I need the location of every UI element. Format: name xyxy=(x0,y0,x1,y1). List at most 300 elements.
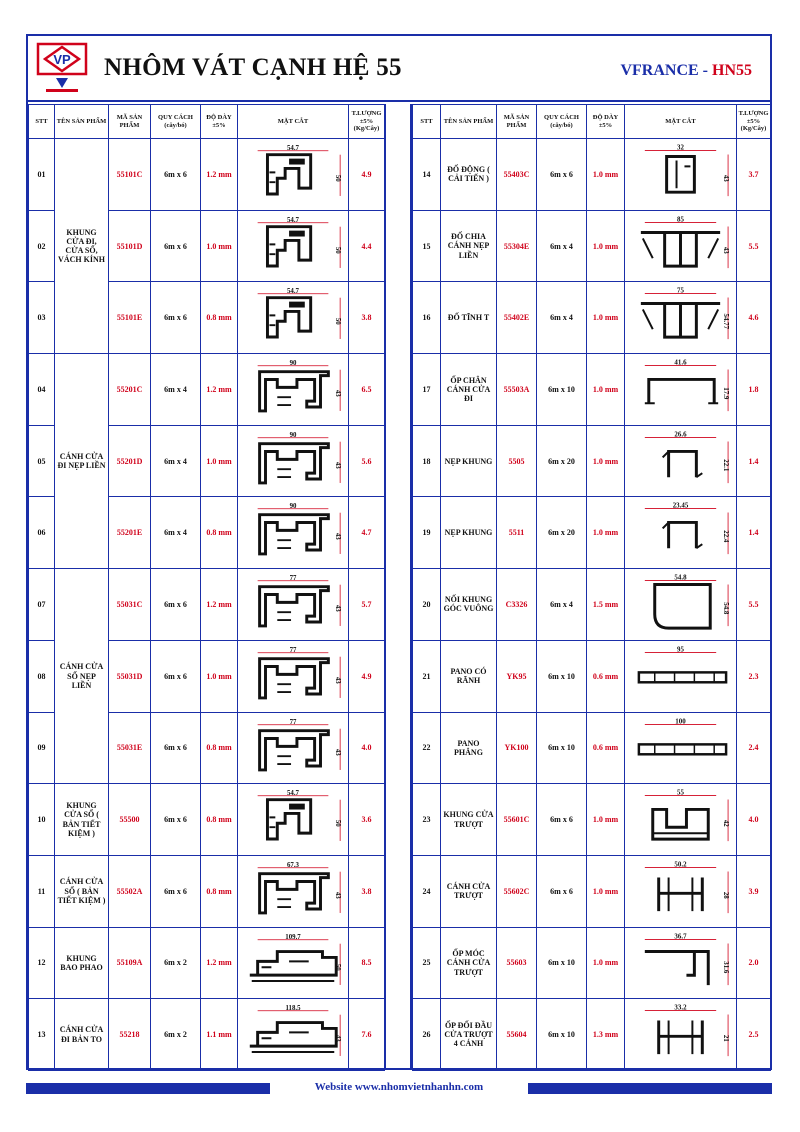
row-thickness: 1.3 mm xyxy=(587,999,625,1071)
row-stt: 20 xyxy=(413,569,441,641)
row-stt: 05 xyxy=(29,425,55,497)
footer xyxy=(26,1080,772,1094)
col-thickness: ĐỘ DÀY ±5% xyxy=(201,105,238,139)
profile-drawing-17 xyxy=(625,354,736,425)
row-sku: YK100 xyxy=(497,712,537,784)
row-spec: 6m x 6 xyxy=(151,784,201,856)
svg-text:85: 85 xyxy=(677,216,684,224)
profile-drawing-08 xyxy=(238,641,348,712)
row-name: KHUNG CỬA ĐI, CỬA SỔ, VÁCH KÍNH xyxy=(55,139,109,354)
svg-text:43: 43 xyxy=(722,246,730,254)
row-weight: 5.6 xyxy=(349,425,385,497)
table-row xyxy=(413,999,771,1071)
row-sku: 55402E xyxy=(497,282,537,354)
row-thickness: 1.5 mm xyxy=(587,569,625,641)
row-profile xyxy=(625,425,737,497)
row-weight: 4.0 xyxy=(737,784,771,856)
svg-text:54.7: 54.7 xyxy=(286,789,300,797)
row-stt: 21 xyxy=(413,640,441,712)
svg-text:55: 55 xyxy=(677,789,684,797)
row-spec: 6m x 10 xyxy=(537,712,587,784)
row-sku: 55031C xyxy=(109,569,151,641)
row-sku: 55031D xyxy=(109,640,151,712)
row-stt: 06 xyxy=(29,497,55,569)
row-weight: 2.5 xyxy=(737,999,771,1071)
row-weight: 3.8 xyxy=(349,282,385,354)
profile-drawing-10 xyxy=(238,784,348,855)
row-weight: 3.6 xyxy=(349,784,385,856)
row-thickness: 1.0 mm xyxy=(201,640,238,712)
svg-text:41.6: 41.6 xyxy=(674,359,687,367)
profile-drawing-02 xyxy=(238,211,348,282)
row-thickness: 1.0 mm xyxy=(587,855,625,927)
profile-drawing-12 xyxy=(238,928,348,999)
row-name: KHUNG BAO PHAO xyxy=(55,927,109,999)
row-stt: 01 xyxy=(29,139,55,211)
profile-drawing-21 xyxy=(625,641,736,712)
profile-drawing-16 xyxy=(625,282,736,353)
table-row xyxy=(29,784,385,856)
row-weight: 5.5 xyxy=(737,210,771,282)
row-spec: 6m x 6 xyxy=(537,784,587,856)
row-profile xyxy=(625,927,737,999)
row-spec: 6m x 4 xyxy=(151,425,201,497)
row-name: ĐỐ CHIA CÁNH NẸP LIỀN xyxy=(441,210,497,282)
table-row xyxy=(29,569,385,641)
row-sku: 55602C xyxy=(497,855,537,927)
row-profile xyxy=(625,855,737,927)
row-name: CÁNH CỬA TRƯỢT xyxy=(441,855,497,927)
svg-text:90: 90 xyxy=(289,503,297,511)
row-weight: 2.0 xyxy=(737,927,771,999)
row-name: NẸP KHUNG xyxy=(441,497,497,569)
row-profile xyxy=(625,640,737,712)
row-sku: 55109A xyxy=(109,927,151,999)
row-sku: 55604 xyxy=(497,999,537,1071)
profile-drawing-09 xyxy=(238,713,348,784)
row-spec: 6m x 6 xyxy=(151,210,201,282)
row-spec: 6m x 6 xyxy=(151,139,201,211)
row-stt: 07 xyxy=(29,569,55,641)
row-spec: 6m x 4 xyxy=(151,354,201,426)
row-thickness: 0.8 mm xyxy=(201,497,238,569)
row-thickness: 1.0 mm xyxy=(587,497,625,569)
row-sku: 5511 xyxy=(497,497,537,569)
col-stt: STT xyxy=(413,105,441,139)
col-stt: STT xyxy=(29,105,55,139)
column-separator xyxy=(384,104,412,1070)
svg-text:50: 50 xyxy=(334,246,342,254)
catalog-frame xyxy=(26,34,772,1070)
col-profile: MẶT CẮT xyxy=(238,105,349,139)
svg-text:67.3: 67.3 xyxy=(286,861,300,869)
row-sku: 55101E xyxy=(109,282,151,354)
svg-text:77: 77 xyxy=(289,718,297,726)
row-weight: 4.6 xyxy=(737,282,771,354)
row-profile xyxy=(238,999,349,1071)
svg-text:36.7: 36.7 xyxy=(674,933,687,941)
row-stt: 02 xyxy=(29,210,55,282)
row-weight: 7.6 xyxy=(349,999,385,1071)
row-profile xyxy=(625,282,737,354)
col-spec: QUY CÁCH (cây/bó) xyxy=(151,105,201,139)
row-weight: 4.4 xyxy=(349,210,385,282)
row-weight: 1.4 xyxy=(737,497,771,569)
row-spec: 6m x 4 xyxy=(537,569,587,641)
product-table-right xyxy=(412,104,771,1071)
col-name: TÊN SẢN PHẨM xyxy=(55,105,109,139)
row-sku: 55218 xyxy=(109,999,151,1071)
row-thickness: 1.0 mm xyxy=(587,210,625,282)
profile-drawing-03 xyxy=(238,282,348,353)
row-spec: 6m x 4 xyxy=(537,210,587,282)
svg-text:50: 50 xyxy=(334,318,342,326)
row-stt: 17 xyxy=(413,354,441,426)
svg-text:43: 43 xyxy=(334,1035,342,1042)
profile-drawing-26 xyxy=(625,999,736,1070)
svg-text:VP: VP xyxy=(53,52,71,67)
row-name: ĐỐ ĐỘNG ( CẢI TIẾN ) xyxy=(441,139,497,211)
profile-drawing-15 xyxy=(625,211,736,282)
row-profile xyxy=(238,569,349,641)
row-profile xyxy=(238,927,349,999)
row-stt: 19 xyxy=(413,497,441,569)
row-stt: 08 xyxy=(29,640,55,712)
table-row xyxy=(413,354,771,426)
svg-text:43: 43 xyxy=(334,891,342,899)
row-profile xyxy=(625,712,737,784)
row-thickness: 1.0 mm xyxy=(587,139,625,211)
row-stt: 12 xyxy=(29,927,55,999)
col-weight: T.LƯỢNG ±5% (Kg/Cây) xyxy=(349,105,385,139)
row-sku: 55500 xyxy=(109,784,151,856)
row-weight: 3.9 xyxy=(737,855,771,927)
svg-text:100: 100 xyxy=(675,718,686,726)
row-thickness: 1.0 mm xyxy=(587,784,625,856)
svg-text:50: 50 xyxy=(334,820,342,827)
row-weight: 5.7 xyxy=(349,569,385,641)
table-row xyxy=(413,569,771,641)
row-thickness: 0.8 mm xyxy=(201,282,238,354)
profile-drawing-23 xyxy=(625,784,736,855)
row-stt: 13 xyxy=(29,999,55,1071)
svg-text:43: 43 xyxy=(334,461,342,469)
row-spec: 6m x 2 xyxy=(151,999,201,1071)
row-stt: 04 xyxy=(29,354,55,426)
row-profile xyxy=(238,855,349,927)
row-name: NỐI KHUNG GÓC VUÔNG xyxy=(441,569,497,641)
row-weight: 2.3 xyxy=(737,640,771,712)
col-profile: MẶT CẮT xyxy=(625,105,737,139)
table-row xyxy=(413,712,771,784)
profile-drawing-01 xyxy=(238,139,348,210)
col-weight: T.LƯỢNG ±5% (Kg/Cây) xyxy=(737,105,771,139)
row-thickness: 1.0 mm xyxy=(201,425,238,497)
row-name: NẸP KHUNG xyxy=(441,425,497,497)
table-row xyxy=(413,282,771,354)
row-spec: 6m x 4 xyxy=(151,497,201,569)
row-thickness: 1.2 mm xyxy=(201,139,238,211)
row-name: ỐP MÓC CÁNH CỬA TRƯỢT xyxy=(441,927,497,999)
table-row xyxy=(29,855,385,927)
svg-text:22.1: 22.1 xyxy=(722,458,730,472)
svg-text:109.7: 109.7 xyxy=(285,933,301,941)
footer-bar-right xyxy=(528,1083,772,1094)
row-spec: 6m x 6 xyxy=(151,855,201,927)
row-thickness: 1.0 mm xyxy=(587,282,625,354)
svg-text:23.45: 23.45 xyxy=(672,503,689,511)
row-thickness: 1.0 mm xyxy=(201,210,238,282)
page-title: NHÔM VÁT CẠNH HỆ 55 xyxy=(104,54,402,81)
row-profile xyxy=(625,210,737,282)
svg-text:75: 75 xyxy=(677,287,684,295)
row-sku: 55031E xyxy=(109,712,151,784)
series-code xyxy=(620,62,752,80)
row-spec: 6m x 6 xyxy=(151,569,201,641)
row-profile xyxy=(238,282,349,354)
col-spec: QUY CÁCH (cây/bó) xyxy=(537,105,587,139)
row-name: PANO PHẲNG xyxy=(441,712,497,784)
svg-text:77: 77 xyxy=(289,646,297,654)
row-thickness: 1.0 mm xyxy=(587,927,625,999)
row-profile xyxy=(625,784,737,856)
svg-text:54.7: 54.7 xyxy=(286,288,300,296)
profile-drawing-25 xyxy=(625,928,736,999)
svg-text:50.2: 50.2 xyxy=(674,861,687,869)
svg-text:54.7: 54.7 xyxy=(286,216,300,224)
svg-text:17.9: 17.9 xyxy=(722,387,730,400)
row-weight: 4.9 xyxy=(349,640,385,712)
row-thickness: 0.8 mm xyxy=(201,712,238,784)
row-stt: 09 xyxy=(29,712,55,784)
website-link[interactable]: Website www.nhomvietnhanhn.com xyxy=(314,1081,484,1093)
row-sku: YK95 xyxy=(497,640,537,712)
svg-text:43: 43 xyxy=(334,676,342,684)
table-header-row xyxy=(413,105,771,139)
brand-code: VFRANCE - xyxy=(620,62,708,79)
svg-text:28: 28 xyxy=(722,891,730,899)
brand-logo-icon xyxy=(34,42,90,94)
row-weight: 4.9 xyxy=(349,139,385,211)
svg-text:90: 90 xyxy=(289,359,297,367)
svg-text:22.4: 22.4 xyxy=(722,530,730,543)
col-sku: MÃ SẢN PHẨM xyxy=(497,105,537,139)
row-sku: 55403C xyxy=(497,139,537,211)
table-row xyxy=(413,210,771,282)
row-spec: 6m x 6 xyxy=(151,640,201,712)
row-weight: 3.7 xyxy=(737,139,771,211)
row-profile xyxy=(238,640,349,712)
row-name: CÁNH CỬA SỔ NẸP LIỀN xyxy=(55,569,109,784)
svg-text:50: 50 xyxy=(334,963,342,971)
svg-text:33.2: 33.2 xyxy=(674,1004,687,1012)
row-stt: 24 xyxy=(413,855,441,927)
table-row xyxy=(29,927,385,999)
profile-drawing-13 xyxy=(238,999,348,1070)
row-stt: 23 xyxy=(413,784,441,856)
row-spec: 6m x 10 xyxy=(537,354,587,426)
row-sku: 55201E xyxy=(109,497,151,569)
svg-text:26.6: 26.6 xyxy=(674,431,687,439)
row-stt: 22 xyxy=(413,712,441,784)
svg-text:90: 90 xyxy=(289,431,297,439)
svg-text:31.6: 31.6 xyxy=(722,960,730,973)
row-name: ỐP ĐỐI ĐẦU CỬA TRƯỢT 4 CÁNH xyxy=(441,999,497,1071)
row-sku: 5505 xyxy=(497,425,537,497)
row-sku: 55101D xyxy=(109,210,151,282)
product-table-left xyxy=(28,104,385,1071)
row-profile xyxy=(625,497,737,569)
row-sku: 55201D xyxy=(109,425,151,497)
row-thickness: 1.2 mm xyxy=(201,927,238,999)
row-weight: 8.5 xyxy=(349,927,385,999)
row-weight: 4.0 xyxy=(349,712,385,784)
table-row xyxy=(413,139,771,211)
table-row xyxy=(413,927,771,999)
profile-drawing-11 xyxy=(238,856,348,927)
series-name: HN55 xyxy=(712,62,752,79)
table-row xyxy=(413,855,771,927)
row-profile xyxy=(238,354,349,426)
col-sku: MÃ SẢN PHẨM xyxy=(109,105,151,139)
row-weight: 3.8 xyxy=(349,855,385,927)
svg-text:43: 43 xyxy=(334,533,342,541)
header xyxy=(28,36,770,102)
row-profile xyxy=(238,784,349,856)
row-name: CÁNH CỬA ĐI NẸP LIỀN xyxy=(55,354,109,569)
row-profile xyxy=(238,210,349,282)
col-name: TÊN SẢN PHẨM xyxy=(441,105,497,139)
profile-drawing-22 xyxy=(625,713,736,784)
row-sku: 55201C xyxy=(109,354,151,426)
row-thickness: 1.0 mm xyxy=(587,354,625,426)
row-name: KHUNG CỬA SỔ ( BẢN TIẾT KIỆM ) xyxy=(55,784,109,856)
row-thickness: 0.6 mm xyxy=(587,640,625,712)
table-row xyxy=(29,139,385,211)
table-row xyxy=(413,784,771,856)
row-sku: 55304E xyxy=(497,210,537,282)
profile-drawing-24 xyxy=(625,856,736,927)
row-name: CÁNH CỬA SỔ ( BẢN TIẾT KIỆM ) xyxy=(55,855,109,927)
row-name: ĐỐ TĨNH T xyxy=(441,282,497,354)
row-spec: 6m x 4 xyxy=(537,282,587,354)
table-row xyxy=(29,354,385,426)
svg-text:21: 21 xyxy=(722,1035,730,1043)
svg-text:43: 43 xyxy=(334,389,342,397)
profile-drawing-18 xyxy=(625,426,736,497)
row-profile xyxy=(625,569,737,641)
row-weight: 2.4 xyxy=(737,712,771,784)
row-profile xyxy=(625,354,737,426)
row-sku: 55603 xyxy=(497,927,537,999)
profile-drawing-06 xyxy=(238,497,348,568)
row-profile xyxy=(238,712,349,784)
row-sku: 55601C xyxy=(497,784,537,856)
row-thickness: 1.2 mm xyxy=(201,569,238,641)
row-stt: 25 xyxy=(413,927,441,999)
row-weight: 5.5 xyxy=(737,569,771,641)
row-spec: 6m x 20 xyxy=(537,497,587,569)
row-stt: 14 xyxy=(413,139,441,211)
table-row xyxy=(29,999,385,1071)
svg-text:50: 50 xyxy=(334,174,342,182)
profile-drawing-14 xyxy=(625,139,736,210)
col-thickness: ĐỘ DÀY ±5% xyxy=(587,105,625,139)
row-weight: 4.7 xyxy=(349,497,385,569)
row-spec: 6m x 6 xyxy=(537,139,587,211)
svg-text:42: 42 xyxy=(722,820,730,827)
svg-text:32: 32 xyxy=(677,144,684,152)
row-stt: 11 xyxy=(29,855,55,927)
row-thickness: 0.8 mm xyxy=(201,784,238,856)
profile-drawing-20 xyxy=(625,569,736,640)
profile-drawing-04 xyxy=(238,354,348,425)
row-sku: 55502A xyxy=(109,855,151,927)
table-row xyxy=(413,640,771,712)
profile-drawing-07 xyxy=(238,569,348,640)
svg-text:54.8: 54.8 xyxy=(722,602,730,615)
row-name: PANO CÓ RÃNH xyxy=(441,640,497,712)
row-spec: 6m x 10 xyxy=(537,640,587,712)
row-spec: 6m x 10 xyxy=(537,999,587,1071)
row-stt: 26 xyxy=(413,999,441,1071)
row-profile xyxy=(238,497,349,569)
svg-text:95: 95 xyxy=(677,646,684,654)
row-spec: 6m x 6 xyxy=(537,855,587,927)
row-thickness: 1.2 mm xyxy=(201,354,238,426)
row-stt: 10 xyxy=(29,784,55,856)
row-spec: 6m x 10 xyxy=(537,927,587,999)
svg-text:43: 43 xyxy=(334,748,342,756)
svg-text:54.77: 54.77 xyxy=(722,313,730,330)
profile-drawing-05 xyxy=(238,426,348,497)
svg-text:43: 43 xyxy=(722,174,730,182)
row-weight: 1.4 xyxy=(737,425,771,497)
row-sku: 55101C xyxy=(109,139,151,211)
table-row xyxy=(413,425,771,497)
row-spec: 6m x 20 xyxy=(537,425,587,497)
row-sku: C3326 xyxy=(497,569,537,641)
svg-text:118.5: 118.5 xyxy=(285,1005,301,1013)
row-thickness: 0.6 mm xyxy=(587,712,625,784)
svg-text:77: 77 xyxy=(289,574,297,582)
profile-drawing-19 xyxy=(625,497,736,568)
svg-text:54.7: 54.7 xyxy=(286,144,300,152)
row-spec: 6m x 6 xyxy=(151,712,201,784)
row-weight: 6.5 xyxy=(349,354,385,426)
row-sku: 55503A xyxy=(497,354,537,426)
table-row xyxy=(413,497,771,569)
footer-bar-left xyxy=(26,1083,270,1094)
row-stt: 03 xyxy=(29,282,55,354)
table-header-row xyxy=(29,105,385,139)
row-profile xyxy=(625,999,737,1071)
svg-text:54.8: 54.8 xyxy=(674,574,687,582)
row-spec: 6m x 6 xyxy=(151,282,201,354)
row-stt: 16 xyxy=(413,282,441,354)
row-thickness: 1.0 mm xyxy=(587,425,625,497)
row-thickness: 0.8 mm xyxy=(201,855,238,927)
row-name: KHUNG CỬA TRƯỢT xyxy=(441,784,497,856)
row-spec: 6m x 2 xyxy=(151,927,201,999)
row-stt: 15 xyxy=(413,210,441,282)
row-thickness: 1.1 mm xyxy=(201,999,238,1071)
row-profile xyxy=(238,139,349,211)
row-profile xyxy=(238,425,349,497)
row-profile xyxy=(625,139,737,211)
row-name: CÁNH CỬA ĐI BẢN TO xyxy=(55,999,109,1071)
row-weight: 1.8 xyxy=(737,354,771,426)
